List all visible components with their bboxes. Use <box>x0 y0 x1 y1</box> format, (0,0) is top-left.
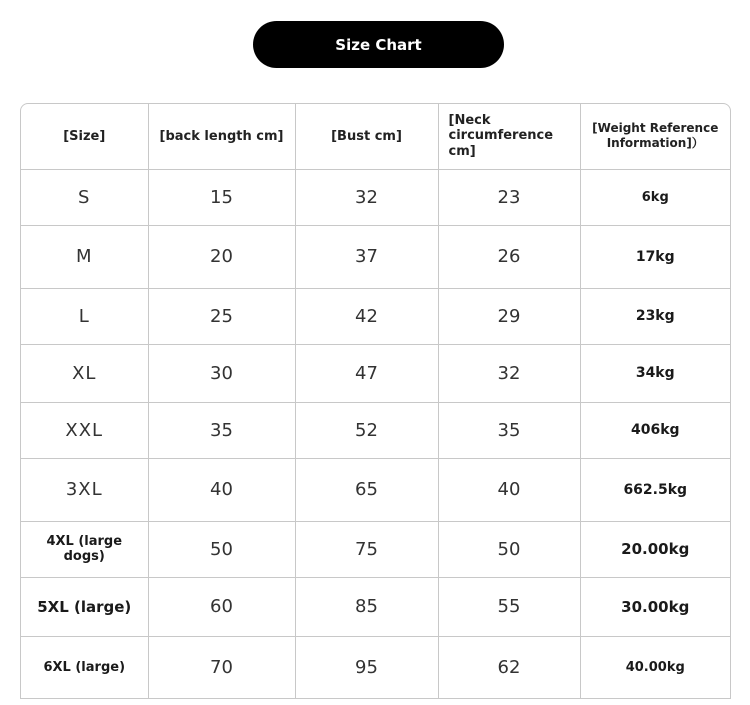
table-row <box>21 636 730 698</box>
size-table <box>20 103 731 699</box>
weight-cell: 30.00kg <box>580 577 730 636</box>
neck-cell: 32 <box>438 344 580 402</box>
table-row <box>21 577 730 636</box>
bust-cell: 37 <box>295 225 438 288</box>
header-size: [Size] <box>21 104 148 169</box>
size-cell: L <box>21 288 148 344</box>
weight-cell: 662.5kg <box>580 458 730 521</box>
table-row <box>21 521 730 577</box>
back-length-cell: 50 <box>148 521 295 577</box>
neck-cell: 29 <box>438 288 580 344</box>
size-chart-title: Size Chart <box>253 21 504 68</box>
header-weight: [Weight Reference Information]） <box>580 104 730 169</box>
back-length-cell: 20 <box>148 225 295 288</box>
header-neck: [Neck circumference cm] <box>438 104 580 169</box>
bust-cell: 95 <box>295 636 438 698</box>
neck-cell: 40 <box>438 458 580 521</box>
back-length-cell: 60 <box>148 577 295 636</box>
bust-cell: 75 <box>295 521 438 577</box>
size-cell: 6XL (large) <box>21 636 148 698</box>
bust-cell: 32 <box>295 169 438 225</box>
table-row <box>21 169 730 225</box>
weight-cell: 23kg <box>580 288 730 344</box>
back-length-cell: 40 <box>148 458 295 521</box>
back-length-cell: 30 <box>148 344 295 402</box>
table-row <box>21 288 730 344</box>
weight-cell: 34kg <box>580 344 730 402</box>
size-cell: M <box>21 225 148 288</box>
back-length-cell: 15 <box>148 169 295 225</box>
back-length-cell: 25 <box>148 288 295 344</box>
weight-cell: 20.00kg <box>580 521 730 577</box>
size-cell: 5XL (large) <box>21 577 148 636</box>
neck-cell: 62 <box>438 636 580 698</box>
weight-cell: 406kg <box>580 402 730 458</box>
header-back-length: [back length cm] <box>148 104 295 169</box>
bust-cell: 52 <box>295 402 438 458</box>
weight-cell: 6kg <box>580 169 730 225</box>
neck-cell: 55 <box>438 577 580 636</box>
bust-cell: 47 <box>295 344 438 402</box>
size-cell: XL <box>21 344 148 402</box>
size-cell: 3XL <box>21 458 148 521</box>
bust-cell: 85 <box>295 577 438 636</box>
neck-cell: 23 <box>438 169 580 225</box>
header-bust: [Bust cm] <box>295 104 438 169</box>
neck-cell: 26 <box>438 225 580 288</box>
back-length-cell: 70 <box>148 636 295 698</box>
table-header-row <box>21 104 730 169</box>
back-length-cell: 35 <box>148 402 295 458</box>
weight-cell: 40.00kg <box>625 659 685 675</box>
table-row <box>21 458 730 521</box>
table-row <box>21 225 730 288</box>
size-cell: 4XL (large dogs) <box>21 521 148 577</box>
bust-cell: 42 <box>295 288 438 344</box>
neck-cell: 35 <box>438 402 580 458</box>
weight-cell: 17kg <box>580 225 730 288</box>
table-row <box>21 344 730 402</box>
size-cell: S <box>21 169 148 225</box>
neck-cell: 50 <box>438 521 580 577</box>
bust-cell: 65 <box>295 458 438 521</box>
table-row <box>21 402 730 458</box>
size-cell: XXL <box>21 402 148 458</box>
